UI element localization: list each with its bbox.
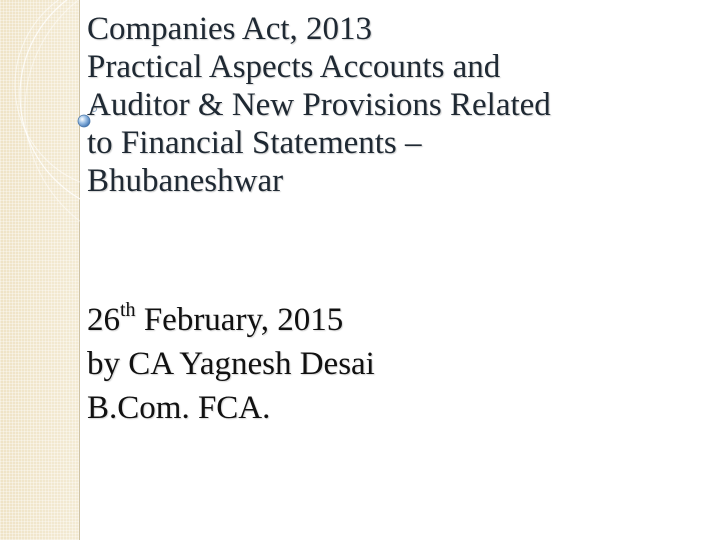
title-line-3: Auditor & New Provisions Related bbox=[87, 87, 551, 123]
title-line-2: Practical Aspects Accounts and bbox=[87, 49, 501, 85]
qualification-line: B.Com. FCA. bbox=[87, 390, 271, 426]
date-rest: February, 2015 bbox=[135, 302, 344, 338]
title-line-4: to Financial Statements – bbox=[87, 125, 422, 161]
date-day-suffix: th bbox=[120, 299, 136, 321]
date-day: 26 bbox=[87, 302, 120, 338]
title-line-1: Companies Act, 2013 bbox=[87, 11, 373, 47]
date-line bbox=[87, 298, 707, 342]
slide-title bbox=[87, 10, 707, 200]
author-line: by CA Yagnesh Desai bbox=[87, 346, 375, 382]
slide-subtitle bbox=[87, 298, 707, 430]
title-line-5: Bhubaneshwar bbox=[87, 163, 284, 199]
